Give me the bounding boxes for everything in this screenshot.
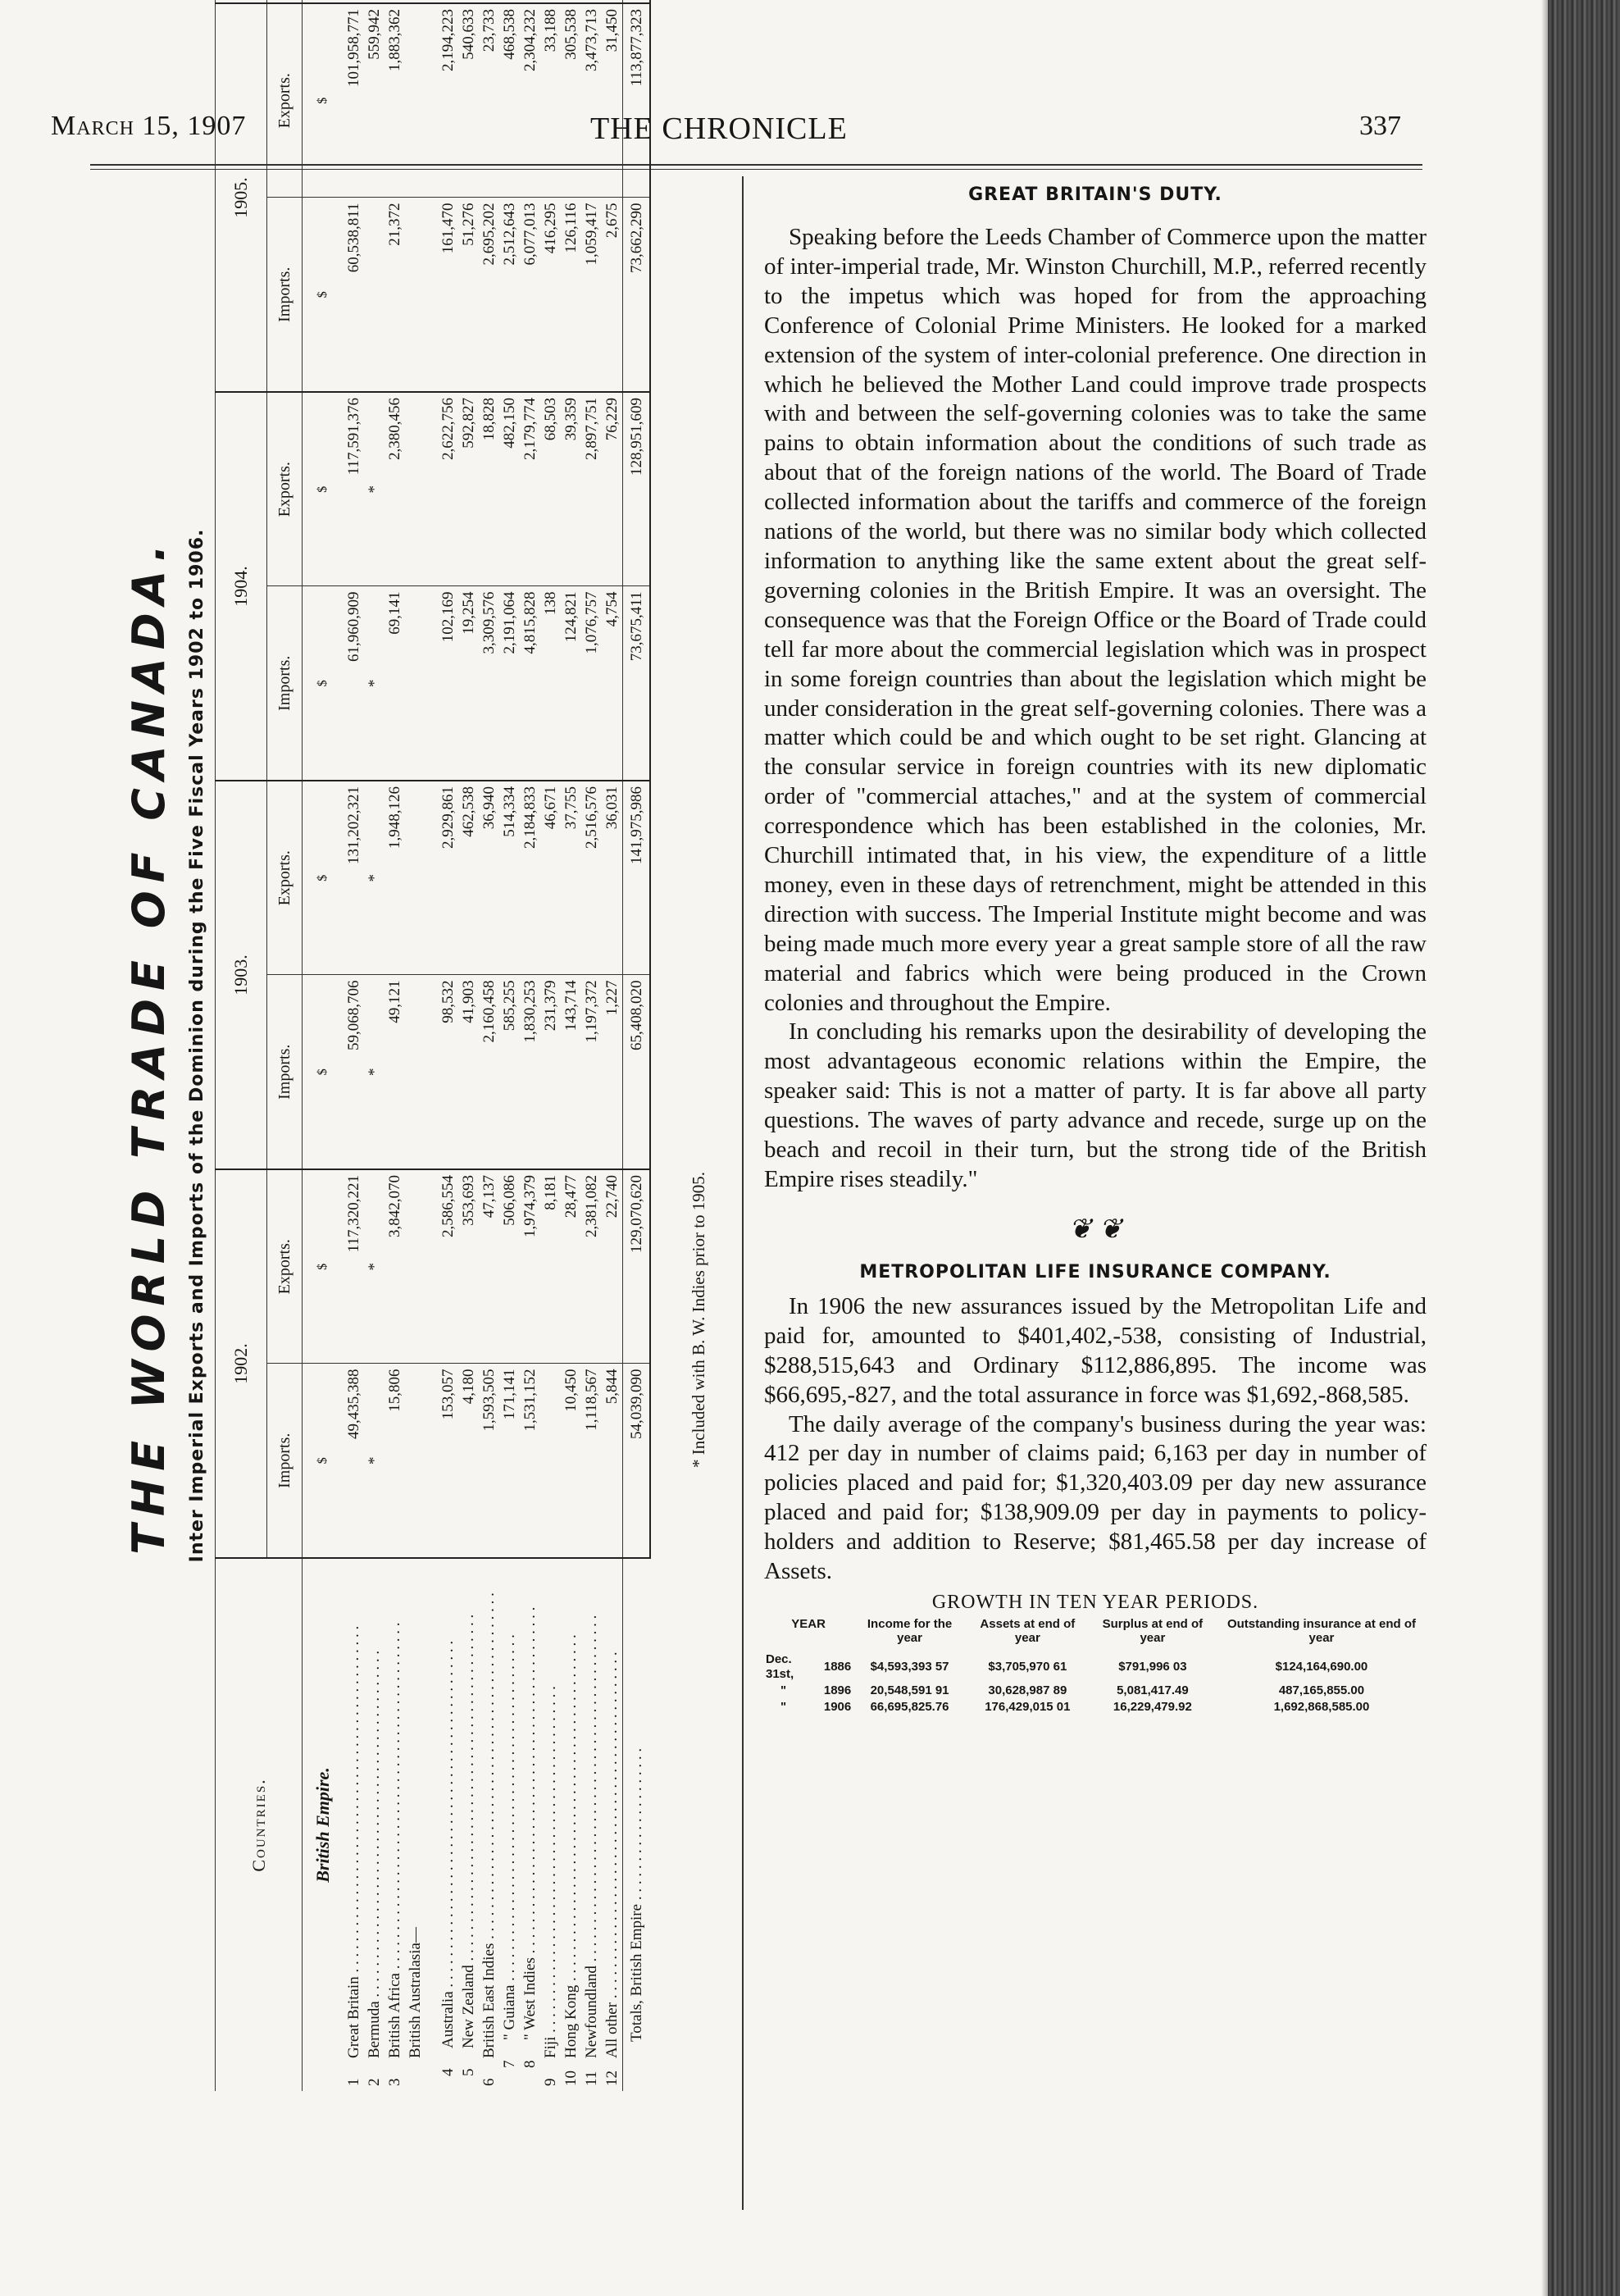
- trade-value: [405, 3, 425, 198]
- growth-income: 20,548,591 91: [870, 1683, 949, 1697]
- total-value: 73,662,290: [623, 198, 651, 392]
- trade-value: 1,593,505: [479, 1364, 499, 1558]
- country-name: British Africa: [386, 1973, 403, 2058]
- country-label: [520, 1558, 540, 2091]
- trade-value: 31,450: [602, 3, 623, 198]
- total-value: 128,951,609: [623, 392, 651, 586]
- dollar-sign: $: [303, 392, 344, 586]
- trade-value: 37,755: [561, 781, 581, 975]
- trade-value: 15,806: [385, 1364, 405, 1558]
- exports-header: Exports.: [267, 1169, 303, 1364]
- leader-dots: . . . . . . . . . . . . . . . . . . . . . . . . . . . . . . . . . . . . . . . . . . . . .: [583, 1615, 600, 1966]
- growth-insurance: 1,692,868,585.00: [1273, 1699, 1370, 1714]
- leader-dots: . . . . . . . . . . . . . . . . . . . . . . . . . . . . . . . . . . . . . . . . . . . . .: [501, 1634, 518, 1985]
- trade-value: 5,844: [602, 1364, 623, 1558]
- trade-value: 305,538: [561, 3, 581, 198]
- trade-value: [364, 0, 385, 3]
- total-value: 65,408,020: [623, 975, 651, 1169]
- trade-value: [581, 0, 602, 3]
- trade-value: [540, 1364, 561, 1558]
- trade-value: 2,304,232: [520, 3, 540, 198]
- trade-value: 23,733: [479, 3, 499, 198]
- trade-table-row: [561, 0, 581, 2091]
- trade-value: *: [364, 1364, 385, 1558]
- trade-value: 18,828: [479, 392, 499, 586]
- row-number: 3: [386, 2078, 403, 2086]
- trade-value: 1,118,567: [581, 1364, 602, 1558]
- trade-value: 559,942: [364, 3, 385, 198]
- country-label: [479, 1558, 499, 2091]
- article-title: GREAT BRITAIN'S DUTY.: [968, 184, 1222, 205]
- growth-header: Surplus at end of year: [1102, 1616, 1204, 1645]
- trade-table-row: [364, 0, 385, 2091]
- trade-value: 2,184,833: [520, 781, 540, 975]
- growth-year: 1896: [823, 1683, 852, 1697]
- trade-value: 6,077,013: [520, 198, 540, 392]
- growth-row: [764, 1651, 1427, 1683]
- country-label: [364, 1558, 385, 2091]
- trade-table-row: [385, 0, 405, 2091]
- trade-value: [520, 0, 540, 3]
- trade-table-row: [344, 0, 364, 2091]
- trade-value: 98,532: [438, 975, 458, 1169]
- trade-value: 592,827: [458, 392, 479, 586]
- trade-value: 1,974,379: [520, 1169, 540, 1364]
- year-header: 1902.: [216, 1169, 267, 1558]
- trade-table-rotated: [123, 0, 746, 2091]
- article-paragraph: In concluding his remarks upon the desirability of developing the most advantageous economic relations within the Empire, the speaker said: This is not a matter of party. It is far above all party questions. The waves of party advance and recede, surge up on the beach and recoil in their turn, but the strong tide of the British Empire rises steadily.": [764, 1018, 1427, 1192]
- row-number: 7: [501, 2060, 518, 2068]
- trade-value: 1,883,362: [385, 3, 405, 198]
- country-label: [581, 1558, 602, 2091]
- article-title: METROPOLITAN LIFE INSURANCE COMPANY.: [859, 1261, 1331, 1282]
- trade-value: 1,227: [602, 975, 623, 1169]
- country-label: [561, 1558, 581, 2091]
- trade-value: 468,538: [499, 3, 520, 198]
- trade-value: 2,516,576: [581, 781, 602, 975]
- trade-value: 4,754: [602, 586, 623, 781]
- growth-row: [764, 1699, 1427, 1715]
- page-number: 337: [1359, 111, 1401, 141]
- row-number: 11: [583, 2070, 600, 2086]
- trade-value: 2,179,774: [520, 392, 540, 586]
- growth-prefix: ": [780, 1699, 787, 1714]
- article-paragraph: The daily average of the company's business during the year was: 412 per day in number of claims paid; 6,163 per day in number of policies placed and paid for; $1,320,403.09 per day new assurance placed and paid for; $138,909.09 per day in payments to policy-holders and addition to Reserve; $81,465.58 per day increase of Assets.: [764, 1410, 1427, 1585]
- trade-value: 416,295: [540, 198, 561, 392]
- trade-value: 231,379: [540, 975, 561, 1169]
- article-paragraph: In 1906 the new assurances issued by the Metropolitan Life and paid for, amounted to $401,402,-538, consisting of Industrial, $288,515,643 and Ordinary $112,886,895. The income was $66,695,-827, and the total assurance in force was $1,692,-868,585.: [764, 1292, 1427, 1408]
- trade-table-row: [458, 0, 479, 2091]
- growth-year: 1886: [823, 1659, 852, 1674]
- country-name: British East Indies: [480, 1943, 498, 2058]
- trade-table-row: [602, 0, 623, 2091]
- dollar-sign: $: [303, 3, 344, 198]
- growth-header: Outstanding insurance at end of year: [1226, 1616, 1416, 1645]
- trade-value: 353,693: [458, 1169, 479, 1364]
- row-number: 5: [460, 2068, 477, 2076]
- country-name: New Zealand: [460, 1965, 477, 2048]
- growth-insurance: 487,165,855.00: [1278, 1683, 1365, 1697]
- row-number: 9: [542, 2078, 559, 2086]
- trade-value: [405, 586, 425, 781]
- trade-value: 36,940: [479, 781, 499, 975]
- trade-value: 2,380,456: [385, 392, 405, 586]
- trade-table-title: THE WORLD TRADE OF CANADA.: [123, 536, 175, 1555]
- trade-value: 2,160,458: [479, 975, 499, 1169]
- country-name: Newfoundland: [583, 1966, 600, 2058]
- trade-value: 124,821: [561, 586, 581, 781]
- trade-value: 1,948,126: [385, 781, 405, 975]
- trade-value: 2,194,223: [438, 3, 458, 198]
- country-name: " West Indies: [521, 1957, 539, 2040]
- growth-income: 66,695,825.76: [870, 1699, 949, 1714]
- total-value: 54,039,090: [623, 1364, 651, 1558]
- trade-value: 28,477: [561, 1169, 581, 1364]
- growth-table-title: GROWTH IN TEN YEAR PERIODS.: [931, 1591, 1259, 1613]
- trade-value: [405, 392, 425, 586]
- trade-value: 2,191,064: [499, 586, 520, 781]
- leader-dots: . . . . . . . . . . . . . . . . . . . . . . . . . . . . . . . . . . . . . . . . . . . . .: [345, 1625, 362, 1977]
- trade-value: 2,622,756: [438, 392, 458, 586]
- trade-value: 1,059,417: [581, 198, 602, 392]
- right-column: [764, 184, 1427, 1715]
- leader-dots: . . . . . . . . . . . . . . . . . . . . . . . . . . . . . . . . . . . . . . . . . . . . .: [439, 1640, 457, 1992]
- growth-insurance: $124,164,690.00: [1275, 1659, 1368, 1674]
- trade-value: 22,740: [602, 1169, 623, 1364]
- country-name: Bermuda: [366, 2001, 383, 2058]
- country-label: [540, 1558, 561, 2091]
- trade-table-subtitle: Inter Imperial Exports and Imports of the Dominion during the Five Fiscal Years 1902 to 1906.: [187, 528, 207, 1563]
- trade-value: 49,435,388: [344, 1364, 364, 1558]
- growth-year: 1906: [823, 1699, 852, 1714]
- trade-value: [438, 0, 458, 3]
- country-label: [405, 1558, 425, 2091]
- dollar-sign: $: [303, 198, 344, 392]
- country-label: [458, 1558, 479, 2091]
- totals-row: [623, 0, 651, 2091]
- trade-value: *: [364, 781, 385, 975]
- exports-header: Exports.: [267, 781, 303, 975]
- country-name: Fiji: [542, 2036, 559, 2058]
- trade-value: 153,057: [438, 1364, 458, 1558]
- trade-table-row: [499, 0, 520, 2091]
- growth-assets: 176,429,015 01: [985, 1699, 1071, 1714]
- trade-value: 60,538,811: [344, 198, 364, 392]
- growth-prefix: ": [780, 1683, 787, 1697]
- growth-header: Income for the year: [867, 1616, 953, 1645]
- dollar-sign: $: [303, 586, 344, 781]
- trade-value: [364, 198, 385, 392]
- dollar-sign: $: [303, 975, 344, 1169]
- total-value: [623, 0, 651, 3]
- trade-value: 47,137: [479, 1169, 499, 1364]
- trade-value: 2,897,751: [581, 392, 602, 586]
- growth-row: [764, 1683, 1427, 1699]
- leader-dots: . . . . . . . . . . . . . . . . . . . . . . . . . . . . . . . . . . . . . . . . . . . . .: [603, 1651, 621, 2002]
- country-label: [499, 1558, 520, 2091]
- trade-value: [344, 0, 364, 3]
- trade-value: 126,116: [561, 198, 581, 392]
- growth-header: YEAR: [791, 1616, 826, 1631]
- trade-value: 49,121: [385, 975, 405, 1169]
- journal-title: THE CHRONICLE: [590, 112, 848, 146]
- growth-surplus: $791,996 03: [1118, 1659, 1187, 1674]
- trade-value: 2,929,861: [438, 781, 458, 975]
- trade-table: [215, 0, 651, 2091]
- dollar-sign: $: [303, 1364, 344, 1558]
- countries-header: Countries.: [216, 1558, 303, 2091]
- row-number: 8: [521, 2060, 539, 2068]
- dollar-sign: [303, 0, 344, 3]
- trade-value: 117,591,376: [344, 392, 364, 586]
- trade-value: 36,031: [602, 781, 623, 975]
- trade-value: 540,633: [458, 3, 479, 198]
- leader-dots: . . . . . . . . . . . . . . . . . . . . . . . . . . . . . . . . . . . . . . . . . . . . .: [521, 1606, 539, 1958]
- imports-header: Imports.: [267, 586, 303, 781]
- trade-value: 3,473,713: [581, 3, 602, 198]
- dollar-sign: $: [303, 781, 344, 975]
- year-header: 1904.: [216, 392, 267, 781]
- trade-value: 101,958,771: [344, 3, 364, 198]
- country-name: Great Britain: [345, 1976, 362, 2058]
- trade-value: *: [364, 392, 385, 586]
- trade-value: 161,470: [438, 198, 458, 392]
- issue-date: March 15, 1907: [51, 111, 247, 141]
- trade-value: 3,842,070: [385, 1169, 405, 1364]
- trade-value: 8,181: [540, 1169, 561, 1364]
- year-header: 1905.: [216, 3, 267, 392]
- trade-value: 1,076,757: [581, 586, 602, 781]
- total-value: 129,070,620: [623, 1169, 651, 1364]
- exports-header: Exports.: [267, 3, 303, 198]
- leader-dots: . . . . . . . . . . . . . . . . . . . . . . . . . . . . . . . . . . . . . . . . . . . . .: [562, 1634, 580, 1985]
- section-label: British Empire.: [312, 1767, 333, 1883]
- trade-value: 462,538: [458, 781, 479, 975]
- trade-value: [561, 0, 581, 3]
- trade-value: 2,586,554: [438, 1169, 458, 1364]
- row-number: 1: [345, 2078, 362, 2086]
- trade-value: [405, 198, 425, 392]
- leader-dots: . . . . . . . . . . . . . . . . . . . . . . . . . . . . . . . . . . . . . . . . . . . . .: [366, 1650, 383, 2002]
- trade-value: 117,320,221: [344, 1169, 364, 1364]
- trade-value: 171,141: [499, 1364, 520, 1558]
- totals-label: Totals, British Empire . . . . . . . . . . . . . . . . . . . .: [623, 1558, 651, 2091]
- trade-value: *: [364, 975, 385, 1169]
- trade-value: [405, 781, 425, 975]
- leader-dots: . . . . . . . . . . . . . . . . . . . . . . . . . . . . . . . . . . . . . . . . . . . . .: [542, 1686, 559, 2037]
- trade-value: 76,229: [602, 392, 623, 586]
- trade-value: 506,086: [499, 1169, 520, 1364]
- trade-table-row: [581, 0, 602, 2091]
- section-separator-ornament: ❦ ❦: [1068, 1214, 1122, 1245]
- growth-table: [764, 1617, 1427, 1715]
- trade-value: 143,714: [561, 975, 581, 1169]
- trade-table-row: [520, 0, 540, 2091]
- growth-header: Assets at end of year: [980, 1616, 1076, 1645]
- total-value: 113,877,323: [623, 3, 651, 198]
- trade-value: 4,815,828: [520, 586, 540, 781]
- growth-income: $4,593,393 57: [870, 1659, 949, 1674]
- row-number: 10: [562, 2070, 580, 2086]
- trade-value: 1,197,372: [581, 975, 602, 1169]
- trade-value: [405, 975, 425, 1169]
- growth-surplus: 16,229,479.92: [1113, 1699, 1192, 1714]
- growth-assets: 30,628,987 89: [988, 1683, 1067, 1697]
- trade-value: [385, 0, 405, 3]
- trade-value: 514,334: [499, 781, 520, 975]
- trade-value: *: [364, 586, 385, 781]
- country-name: Australia: [439, 1991, 457, 2048]
- trade-value: 21,372: [385, 198, 405, 392]
- trade-value: 102,169: [438, 586, 458, 781]
- dollar-sign: $: [303, 1169, 344, 1364]
- leader-dots: . . . . . . . . . . . . . . . . . . . . . . . . . . . . . . . . . . . . . . . . . . . . .: [480, 1592, 498, 1943]
- country-name: Hong Kong: [562, 1984, 580, 2058]
- row-number: 12: [603, 2070, 621, 2086]
- trade-table-footnote: * Included with B. W. Indies prior to 1905.: [689, 1171, 708, 1468]
- leader-dots: . . . . . . . . . . . . . . . . . . . . . . . . . . . . . . . . . . . . . . . . . . . . .: [460, 1614, 477, 1966]
- article-paragraph: Speaking before the Leeds Chamber of Commerce upon the matter of inter-imperial trade, Mr. Winston Churchill, M.P., referred recently to the impetus which was hoped for from the approaching Conference of Colonial Prime Ministers. He looked for a marked extension of the system of inter-colonial preference. One direction in which he believed the Mother Land could improve trade prospects with and between the self-governing colonies was to take the same pains to obtain information about the conditions of such trade as about that of the foreign nations of the world. The Board of Trade collected information about the tariffs and commerce of the foreign nations of the world, but there was no similar body which collected information to anything like the same extent about the great self-governing colonies in the British Empire. It was an oversight. The consequence was that the Foreign Office or the Board of Trade could tell far more about the commercial legislation which was in prospect in some foreign countries than about the legislation which might be under consideration in the great self-governing colonies. There was a matter which could be and which ought to be set right. Glancing at the consular service in foreign countries with its new diplomatic order of "commercial attaches," and at the system of commercial correspondence which has been established in the colonies, Mr. Churchill intimated that, in his view, the expenditure of a little money, even in these days of retrenchment, might be attended in this direction with success. The Imperial Institute might become and was being made much more every year a great sample store of all the raw material and fabrics which were being produced in the Crown colonies and throughout the Empire.: [764, 224, 1427, 1016]
- trade-value: [540, 0, 561, 3]
- trade-table-row: [438, 0, 458, 2091]
- total-value: 141,975,986: [623, 781, 651, 975]
- imports-header: Imports.: [267, 1364, 303, 1558]
- trade-value: [405, 1364, 425, 1558]
- trade-table-row: [479, 0, 499, 2091]
- imports-header: [267, 0, 303, 3]
- book-binding: [1548, 0, 1620, 2296]
- country-label: [385, 1558, 405, 2091]
- trade-value: 61,960,909: [344, 586, 364, 781]
- trade-value: 33,188: [540, 3, 561, 198]
- trade-value: 482,150: [499, 392, 520, 586]
- trade-value: [602, 0, 623, 3]
- leader-dots: . . . . . . . . . . . . . . . . . . . . . . . . . . . . . . . . . . . . . . . . . . . . .: [386, 1622, 403, 1974]
- trade-value: 3,309,576: [479, 586, 499, 781]
- trade-value: [405, 0, 425, 3]
- trade-value: 585,255: [499, 975, 520, 1169]
- year-header: 1903.: [216, 781, 267, 1169]
- trade-value: [479, 0, 499, 3]
- imports-header: Imports.: [267, 198, 303, 392]
- country-label: [438, 1558, 458, 2091]
- trade-value: 2,512,643: [499, 198, 520, 392]
- growth-assets: $3,705,970 61: [988, 1659, 1067, 1674]
- trade-value: 10,450: [561, 1364, 581, 1558]
- country-name: " Guiana: [501, 1984, 518, 2040]
- trade-value: 68,503: [540, 392, 561, 586]
- year-header: [216, 0, 267, 3]
- growth-prefix: Dec. 31st,: [766, 1651, 794, 1681]
- row-number: 6: [480, 2078, 498, 2086]
- row-number: 4: [439, 2068, 457, 2076]
- trade-value: [458, 0, 479, 3]
- trade-value: 69,141: [385, 586, 405, 781]
- total-value: 73,675,411: [623, 586, 651, 781]
- trade-value: [405, 1169, 425, 1364]
- trade-table-body: [344, 0, 650, 2091]
- country-name: All other: [603, 2002, 621, 2058]
- trade-value: 46,671: [540, 781, 561, 975]
- trade-value: 2,695,202: [479, 198, 499, 392]
- trade-value: *: [364, 1169, 385, 1364]
- trade-value: 19,254: [458, 586, 479, 781]
- trade-value: 39,359: [561, 392, 581, 586]
- trade-value: 4,180: [458, 1364, 479, 1558]
- trade-value: 51,276: [458, 198, 479, 392]
- imports-header: Imports.: [267, 975, 303, 1169]
- country-label: [344, 1558, 364, 2091]
- trade-value: [499, 0, 520, 3]
- trade-table-row: [540, 0, 561, 2091]
- trade-table-row: [405, 0, 425, 2091]
- trade-value: 131,202,321: [344, 781, 364, 975]
- row-number: 2: [366, 2078, 383, 2086]
- trade-value: 1,531,152: [520, 1364, 540, 1558]
- trade-value: 2,675: [602, 198, 623, 392]
- country-name: British Australasia—: [407, 1927, 424, 2058]
- growth-surplus: 5,081,417.49: [1117, 1683, 1189, 1697]
- trade-value: 138: [540, 586, 561, 781]
- trade-value: 2,381,082: [581, 1169, 602, 1364]
- trade-value: 41,903: [458, 975, 479, 1169]
- trade-value: 1,830,253: [520, 975, 540, 1169]
- trade-value: 59,068,706: [344, 975, 364, 1169]
- exports-header: Exports.: [267, 392, 303, 586]
- country-label: [602, 1558, 623, 2091]
